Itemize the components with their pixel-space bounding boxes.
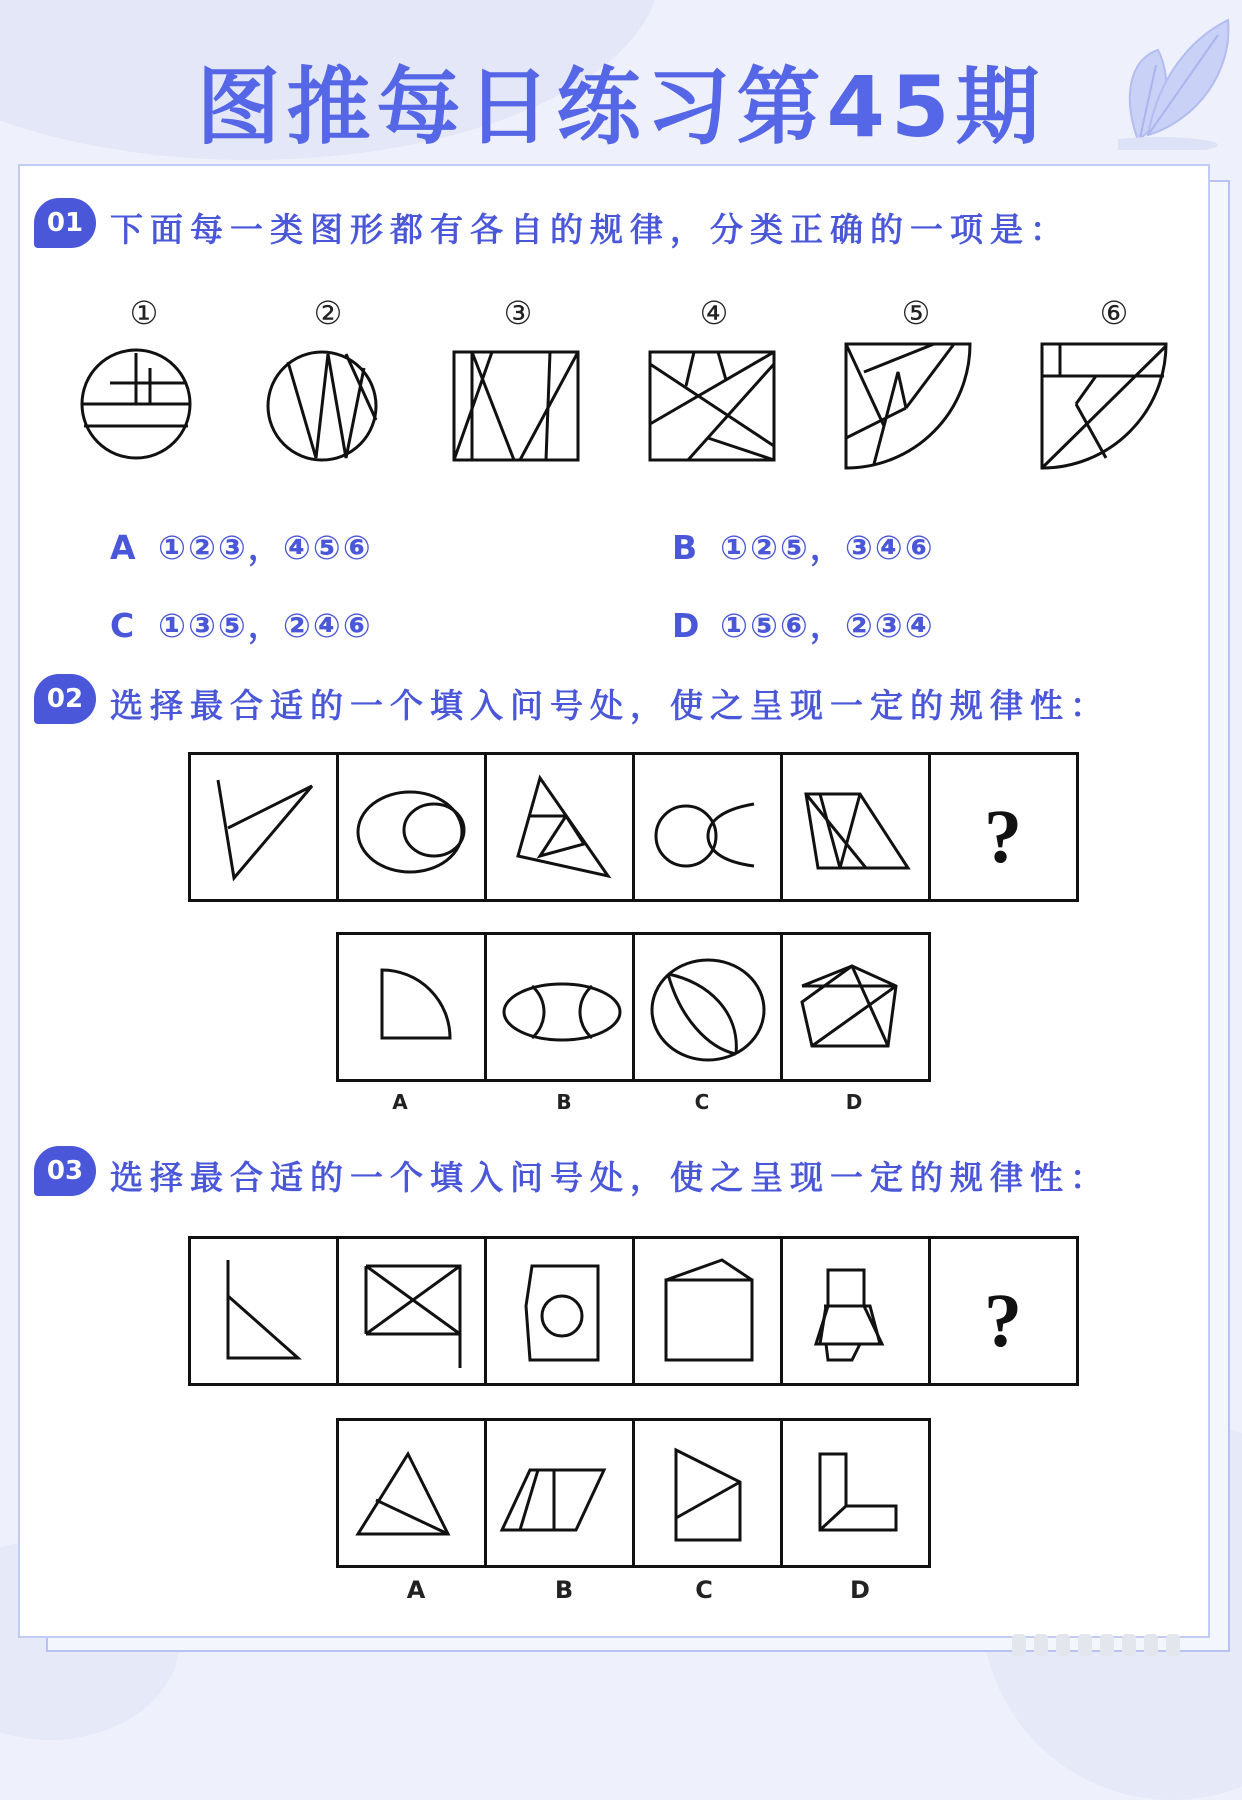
answer-b-figure: [502, 1470, 604, 1530]
answer-label-d[interactable]: D: [845, 1090, 863, 1114]
question-number-badge: 01: [34, 198, 96, 248]
option-text: ①⑤⑥，②③④: [720, 606, 935, 645]
option-a[interactable]: [110, 522, 373, 569]
answer-a-figure: [382, 970, 450, 1038]
question-2-sequence: [188, 752, 1080, 902]
question-prompt: 选择最合适的一个填入问号处，使之呈现一定的规律性：: [110, 1158, 1110, 1197]
figure-1: [80, 348, 192, 460]
answer-label-a[interactable]: A: [406, 1576, 426, 1604]
figure-label: ④: [699, 294, 729, 332]
answer-label-c[interactable]: C: [694, 1090, 710, 1114]
figure-label: ⑤: [901, 294, 931, 332]
option-letter: B: [672, 528, 698, 567]
sequence-figure-3: [526, 1266, 598, 1360]
question-prompt: 下面每一类图形都有各自的规律，分类正确的一项是：: [110, 210, 1070, 249]
watermark-decoration: [1012, 1632, 1212, 1658]
sequence-figure-5: [816, 1270, 882, 1360]
answer-label-b[interactable]: B: [554, 1576, 574, 1604]
answer-d-figure: [820, 1454, 896, 1530]
leaf-decoration-icon: [1118, 10, 1238, 150]
answer-label-b[interactable]: B: [556, 1090, 572, 1114]
figure-2: [266, 350, 378, 462]
sequence-figure-4: [666, 1260, 752, 1360]
figure-label: ②: [313, 294, 343, 332]
answer-a-figure: [358, 1454, 448, 1534]
sequence-figure-1: [218, 780, 312, 878]
answer-d-figure: [802, 966, 896, 1046]
answer-label-c[interactable]: C: [695, 1576, 713, 1604]
option-text: ①②⑤，③④⑥: [720, 528, 935, 567]
sequence-figure-5: [806, 794, 908, 868]
question-number-badge: 02: [34, 674, 96, 724]
sequence-figure-2: [358, 792, 464, 872]
option-letter: D: [672, 606, 700, 645]
figure-5: [844, 342, 972, 470]
sequence-figure-3: [518, 778, 608, 876]
answer-label-a[interactable]: A: [392, 1090, 408, 1114]
option-letter: A: [110, 528, 136, 567]
answer-label-d[interactable]: D: [850, 1576, 870, 1604]
question-prompt: 选择最合适的一个填入问号处，使之呈现一定的规律性：: [110, 686, 1110, 725]
figure-6: [1040, 342, 1168, 470]
figure-label: ①: [129, 294, 159, 332]
question-number-badge: 03: [34, 1146, 96, 1196]
sequence-figure-1: [228, 1260, 298, 1358]
answer-c-figure: [652, 960, 764, 1060]
question-mark: ?: [984, 795, 1022, 879]
answer-c-figure: [676, 1450, 740, 1540]
option-text: ①②③，④⑤⑥: [158, 528, 373, 567]
sequence-figure-4: [656, 804, 754, 866]
question-2-answers: [336, 932, 932, 1082]
answer-b-figure: [504, 984, 620, 1040]
option-letter: C: [110, 606, 135, 645]
option-d[interactable]: [672, 600, 935, 647]
question-mark: ?: [984, 1279, 1022, 1363]
option-c[interactable]: [110, 600, 373, 647]
figure-4: [648, 350, 776, 462]
question-3-answers: [336, 1418, 932, 1568]
question-3-sequence: [188, 1236, 1080, 1386]
figure-label: ③: [503, 294, 533, 332]
option-b[interactable]: [672, 522, 935, 569]
figure-label: ⑥: [1099, 294, 1129, 332]
sequence-figure-2: [366, 1266, 460, 1368]
figure-3: [452, 350, 580, 462]
page-title: 图推每日练习第45期: [196, 58, 1046, 156]
option-text: ①③⑤，②④⑥: [158, 606, 373, 645]
